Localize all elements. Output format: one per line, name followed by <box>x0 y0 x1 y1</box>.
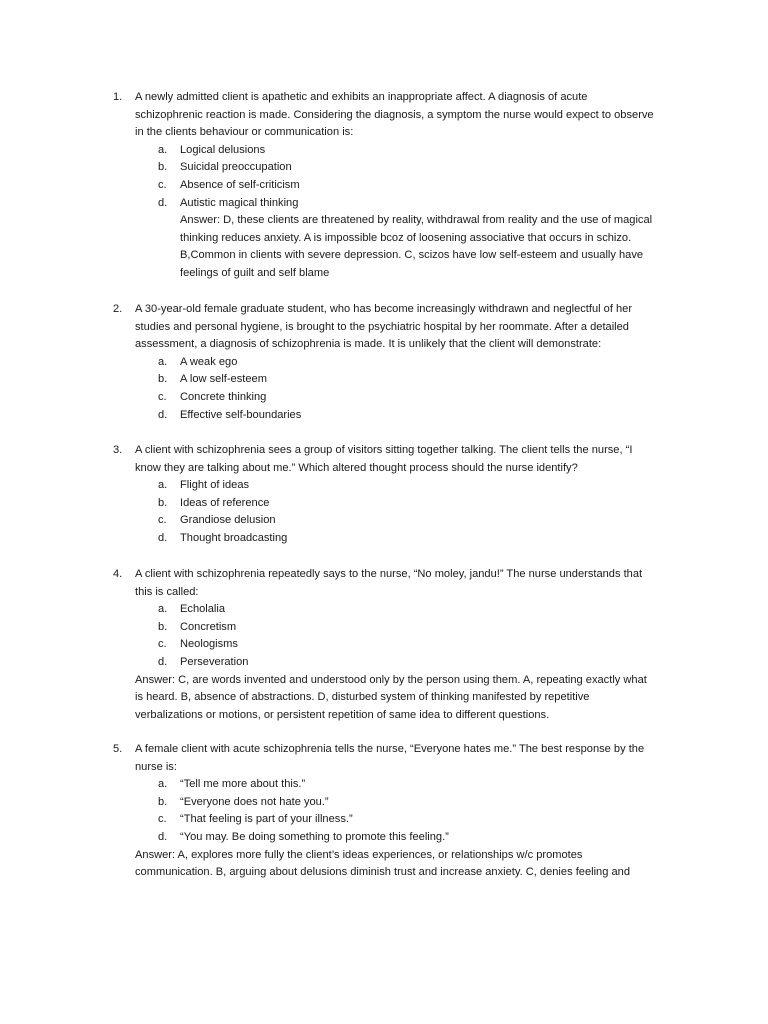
question-number: 2. <box>113 303 123 315</box>
option-letter: b. <box>158 795 168 808</box>
option-text: Effective self-boundaries <box>180 408 302 421</box>
option-letter: d. <box>158 408 168 421</box>
option-letter: c. <box>158 514 167 527</box>
option-letter: a. <box>158 778 168 791</box>
option-text: A low self-esteem <box>180 373 267 386</box>
option-text: “You may. Be doing something to promote this feeling.” <box>180 831 449 843</box>
question-stem-line: A client with schizophrenia repeatedly says to the nurse, “No moley, jandu!” The nurse understands that <box>135 568 643 580</box>
option-text: “Tell me more about this.” <box>180 778 306 791</box>
question-stem-line: A 30-year-old female graduate student, who has become increasingly withdrawn and neglectful of her <box>135 303 633 315</box>
question-stem-line: A newly admitted client is apathetic and exhibits an inappropriate affect. A diagnosis of acute <box>135 91 588 103</box>
option-letter: c. <box>158 179 167 191</box>
option-text: Grandiose delusion <box>180 514 276 527</box>
option-letter: c. <box>158 391 167 403</box>
option-letter: d. <box>158 831 168 843</box>
option-letter: b. <box>158 620 168 633</box>
answer-line: B,Common in clients with severe depression. C, scizos have low self-esteem and usually have <box>180 249 644 262</box>
option-letter: a. <box>158 355 168 368</box>
option-text: Flight of ideas <box>180 479 250 492</box>
option-text: Absence of self-criticism <box>180 179 300 191</box>
answer-line: Answer: A, explores more fully the client’s ideas experiences, or relationships w/c promotes <box>135 848 583 861</box>
option-text: Logical delusions <box>180 143 266 156</box>
option-letter: a. <box>158 603 168 616</box>
option-text: Concrete thinking <box>180 391 267 403</box>
question-number: 1. <box>113 91 123 103</box>
option-text: A weak ego <box>180 355 238 368</box>
option-letter: d. <box>158 656 168 668</box>
option-text: Thought broadcasting <box>180 532 288 544</box>
question-stem-line: studies and personal hygiene, is brought to the psychiatric hospital by her roommate. After a detailed <box>135 320 629 333</box>
option-letter: d. <box>158 532 168 544</box>
question-number: 3. <box>113 444 123 456</box>
question-stem-line: assessment, a diagnosis of schizophrenia is made. It is unlikely that the client will demonstrate: <box>135 338 602 351</box>
option-letter: d. <box>158 196 168 209</box>
question-stem-line: A female client with acute schizophrenia tells the nurse, “Everyone hates me.” The best response by the <box>135 743 645 755</box>
option-letter: b. <box>158 496 168 509</box>
answer-line: feelings of guilt and self blame <box>180 267 330 279</box>
question-stem-line: A client with schizophrenia sees a group of visitors sitting together talking. The client tells the nurse, “I <box>135 444 633 456</box>
answer-line: Answer: D, these clients are threatened by reality, withdrawal from reality and the use of magical <box>180 214 653 227</box>
option-letter: c. <box>158 813 167 826</box>
answer-line: communication. B, arguing about delusions diminish trust and increase anxiety. C, denies feeling and <box>135 866 630 879</box>
question-stem-line: this is called: <box>135 585 199 598</box>
option-text: Echolalia <box>180 603 226 616</box>
question-stem-line: know they are talking about me.” Which altered thought process should the nurse identify? <box>135 461 578 474</box>
option-text: Concretism <box>180 620 237 633</box>
question-stem-line: in the clients behaviour or communication is: <box>135 126 354 139</box>
answer-line: thinking reduces anxiety. A is impossible bcoz of loosening associative that occurs in schizo. <box>180 231 632 244</box>
question-number: 5. <box>113 743 123 755</box>
question-stem-line: nurse is: <box>135 760 177 773</box>
option-letter: b. <box>158 161 168 174</box>
option-letter: b. <box>158 373 168 386</box>
option-text: Suicidal preoccupation <box>180 161 292 174</box>
option-text: “That feeling is part of your illness.” <box>180 813 353 826</box>
question-stem-line: schizophrenic reaction is made. Considering the diagnosis, a symptom the nurse would expect to observe <box>135 108 654 121</box>
option-text: Perseveration <box>180 656 249 668</box>
option-letter: a. <box>158 143 168 156</box>
option-letter: a. <box>158 479 168 492</box>
option-text: Ideas of reference <box>180 496 270 509</box>
option-text: Neologisms <box>180 638 238 651</box>
answer-line: Answer: C, are words invented and understood only by the person using them. A, repeating exactly what <box>135 673 647 686</box>
answer-line: is heard. B, absence of abstractions. D, disturbed system of thinking manifested by repetitive <box>135 691 590 704</box>
answer-line: verbalizations or motions, or persistent repetition of same idea to different questions. <box>135 708 550 721</box>
option-text: “Everyone does not hate you.” <box>180 795 329 808</box>
question-number: 4. <box>113 568 123 580</box>
option-letter: c. <box>158 638 167 651</box>
option-text: Autistic magical thinking <box>180 196 299 209</box>
